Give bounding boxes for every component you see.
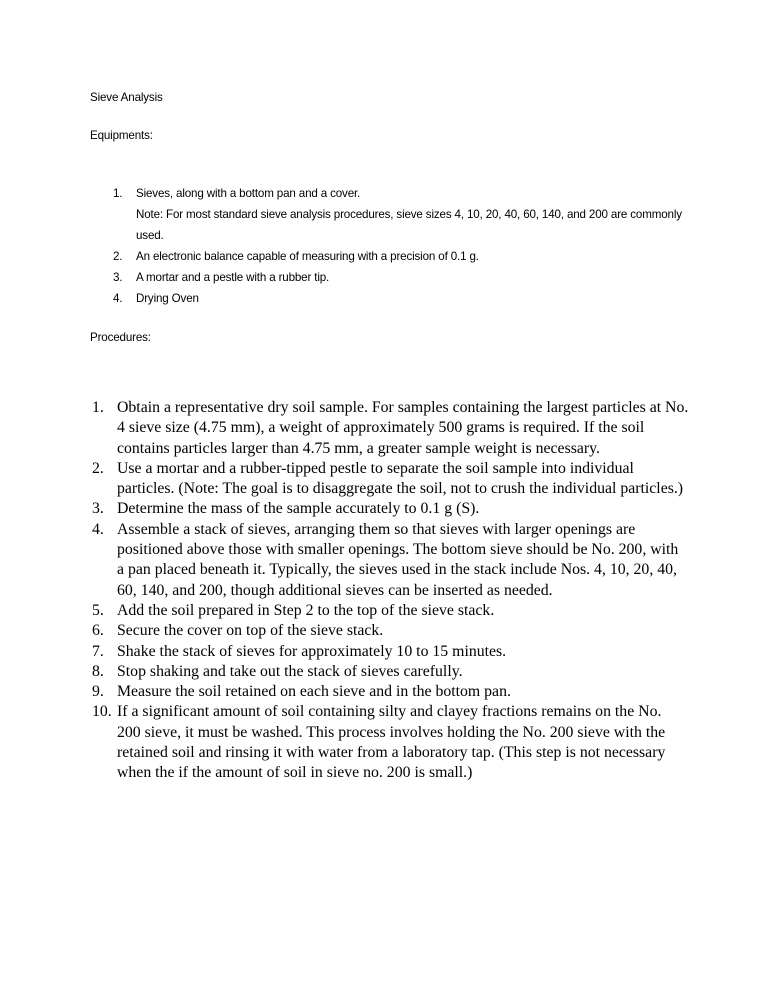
item-number: 10.: [92, 703, 112, 721]
list-item: [92, 459, 689, 500]
list-item: [92, 662, 689, 682]
item-text: Determine the mass of the sample accurately to 0.1 g (S).: [117, 500, 480, 518]
item-number: 7.: [92, 642, 104, 660]
item-number: 1.: [92, 399, 104, 416]
document-title: Sieve Analysis: [90, 91, 163, 104]
list-item: [113, 288, 693, 309]
list-item: [92, 642, 689, 662]
item-number: 1.: [113, 187, 123, 200]
list-item: [113, 246, 693, 267]
item-number: 2.: [92, 459, 104, 477]
item-note: Note: For most standard sieve analysis procedures, sieve sizes 4, 10, 20, 40, 60, 140, and 200 are commonly used.: [136, 208, 682, 242]
item-text: Secure the cover on top of the sieve stack.: [117, 622, 384, 640]
item-text: Stop shaking and take out the stack of sieves carefully.: [117, 662, 463, 680]
item-number: 6.: [92, 622, 104, 640]
item-text: Drying Oven: [136, 292, 199, 305]
equipment-list: [113, 183, 693, 309]
list-item: [92, 702, 689, 783]
list-item: [92, 621, 689, 641]
procedure-list: [92, 398, 692, 784]
item-text: An electronic balance capable of measuring with a precision of 0.1 g.: [136, 250, 479, 263]
list-item: [92, 682, 689, 702]
list-item: [113, 183, 693, 246]
list-item: [92, 601, 689, 621]
item-text: Sieves, along with a bottom pan and a cover.: [136, 187, 361, 200]
item-text: A mortar and a pestle with a rubber tip.: [136, 271, 330, 284]
item-number: 2.: [113, 250, 123, 263]
item-text: Measure the soil retained on each sieve and in the bottom pan.: [117, 683, 511, 701]
item-number: 4.: [113, 292, 123, 305]
item-text: If a significant amount of soil containing silty and clayey fractions remains on the No. 200 sieve, it must be washed. This process involves holding the No. 200 sieve with the retained soil and rinsing it with water from a laboratory tap. (This step is not necessary when the if the amount of soil in sieve no. 200 is small.): [117, 703, 666, 782]
procedures-heading: Procedures:: [90, 331, 151, 344]
item-number: 4.: [92, 520, 104, 538]
item-text: Obtain a representative dry soil sample. For samples containing the largest particles at No. 4 sieve size (4.75 mm), a weight of approximately 500 grams is required. If the soil contains particles larger than 4.75 mm, a greater sample weight is necessary.: [117, 399, 689, 457]
item-number: 3.: [113, 271, 123, 284]
item-number: 8.: [92, 662, 104, 680]
item-number: 3.: [92, 500, 104, 518]
item-text: Shake the stack of sieves for approximately 10 to 15 minutes.: [117, 642, 507, 660]
item-number: 9.: [92, 683, 104, 701]
item-number: 5.: [92, 601, 104, 619]
list-item: [92, 398, 689, 459]
item-text: Add the soil prepared in Step 2 to the top of the sieve stack.: [117, 601, 495, 619]
list-item: [92, 499, 689, 519]
equipments-heading: Equipments:: [90, 129, 153, 142]
item-text: Assemble a stack of sieves, arranging them so that sieves with larger openings are positioned above those with smaller openings. The bottom sieve should be No. 200, with a pan placed beneath it. Typically, the sieves used in the stack include Nos. 4, 10, 20, 40, 60, 140, and 200, though additional sieves can be inserted as needed.: [117, 520, 679, 599]
list-item: [113, 267, 693, 288]
item-text: Use a mortar and a rubber-tipped pestle to separate the soil sample into individual particles. (Note: The goal is to disaggregate the soil, not to crush the individual particles.): [117, 459, 684, 498]
list-item: [92, 520, 689, 601]
